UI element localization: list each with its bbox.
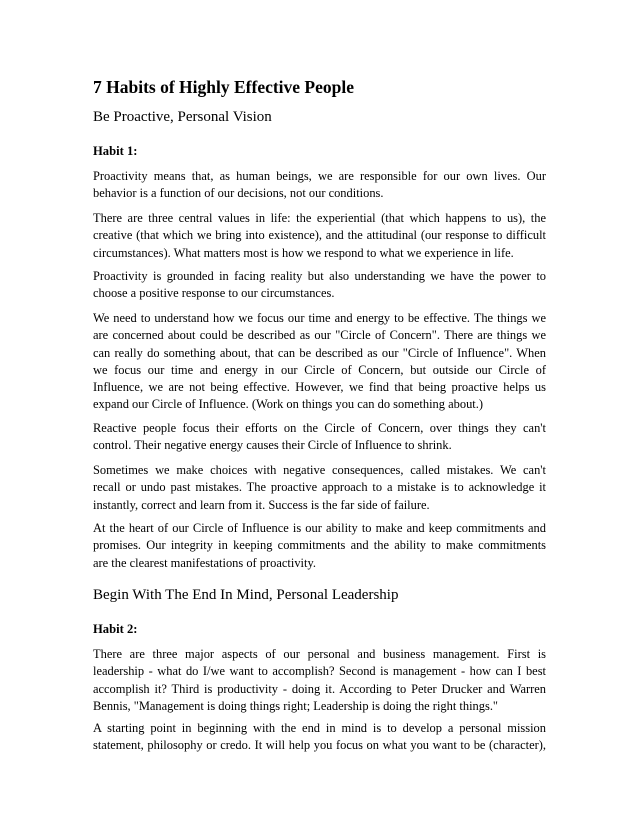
paragraph-mission-statement bbox=[93, 720, 546, 755]
paragraph-management-aspects bbox=[93, 646, 546, 715]
text-line: Sometimes we make choices with negative consequences, called mistakes. We can't bbox=[93, 463, 546, 477]
text-line: instantly, correct and learn from it. Success is the far side of failure. bbox=[93, 497, 430, 512]
paragraph-reactive-people bbox=[93, 420, 546, 455]
text-line: statement, philosophy or credo. It will help you focus on what you want to be (character), bbox=[93, 738, 546, 753]
text-line: promises. Our integrity in keeping commitments and the ability to make commitments bbox=[93, 538, 546, 553]
section-heading-habit-1: Be Proactive, Personal Vision bbox=[93, 109, 272, 125]
paragraph-central-values bbox=[93, 210, 546, 262]
text-line: creative (that which we bring into existence), and the attitudinal (our response to difficult bbox=[93, 228, 546, 243]
text-line: Influence, we are not being effective. However, we find that being proactive helps us bbox=[93, 380, 546, 394]
habit-2-label: Habit 2: bbox=[93, 622, 138, 636]
paragraph-commitments bbox=[93, 520, 546, 572]
text-line: behavior is a function of our decisions, not our conditions. bbox=[93, 186, 384, 201]
text-line: Reactive people focus their efforts on the Circle of Concern, over things they can't bbox=[93, 421, 546, 435]
text-line: We need to understand how we focus our time and energy to be effective. The things we bbox=[93, 311, 546, 325]
text-line: recall or undo past mistakes. The proactive approach to a mistake is to acknowledge it bbox=[93, 480, 546, 495]
text-line: Bennis, "Management is doing things right; Leadership is doing the right things." bbox=[93, 698, 499, 713]
text-line: are concerned about could be described as our "Circle of Concern". There are things we bbox=[93, 328, 546, 343]
text-line: leadership - what do I/we want to accomplish? Second is management - how can I best bbox=[93, 664, 546, 679]
text-line: expand our Circle of Influence. (Work on things you can do something about.) bbox=[93, 397, 483, 412]
text-line: Proactivity means that, as human beings, we are responsible for our own lives. Our bbox=[93, 169, 546, 183]
text-line: accomplish it? Third is productivity - doing it. According to Peter Drucker and Warren bbox=[93, 681, 546, 696]
text-line: circumstances). What matters most is how we respond to what we experience in life. bbox=[93, 245, 514, 260]
text-line: control. Their negative energy causes their Circle of Influence to shrink. bbox=[93, 438, 452, 453]
text-line: choose a positive response to our circumstances. bbox=[93, 286, 335, 301]
habit-1-label: Habit 1: bbox=[93, 144, 138, 158]
text-line: Proactivity is grounded in facing reality but also understanding we have the power to bbox=[93, 269, 546, 283]
section-heading-habit-2: Begin With The End In Mind, Personal Leadership bbox=[93, 587, 399, 603]
paragraph-facing-reality bbox=[93, 268, 546, 303]
text-line: A starting point in beginning with the end in mind is to develop a personal mission bbox=[93, 721, 546, 735]
paragraph-mistakes bbox=[93, 462, 546, 514]
document-title: 7 Habits of Highly Effective People bbox=[93, 77, 355, 97]
text-line: There are three central values in life: the experiential (that which happens to us), the bbox=[93, 211, 546, 225]
text-line: There are three major aspects of our personal and business management. First is bbox=[93, 647, 546, 661]
paragraph-proactivity-definition bbox=[93, 168, 546, 203]
paragraph-circle-of-concern bbox=[93, 310, 546, 414]
text-line: are the clearest manifestations of proactivity. bbox=[93, 555, 316, 570]
text-line: At the heart of our Circle of Influence is our ability to make and keep commitments and bbox=[93, 521, 546, 535]
text-line: we focus our time and energy in our Circle of Concern, but outside our Circle of bbox=[93, 362, 546, 377]
text-line: can really do something about, that can be described as our "Circle of Influence". When bbox=[93, 345, 546, 360]
